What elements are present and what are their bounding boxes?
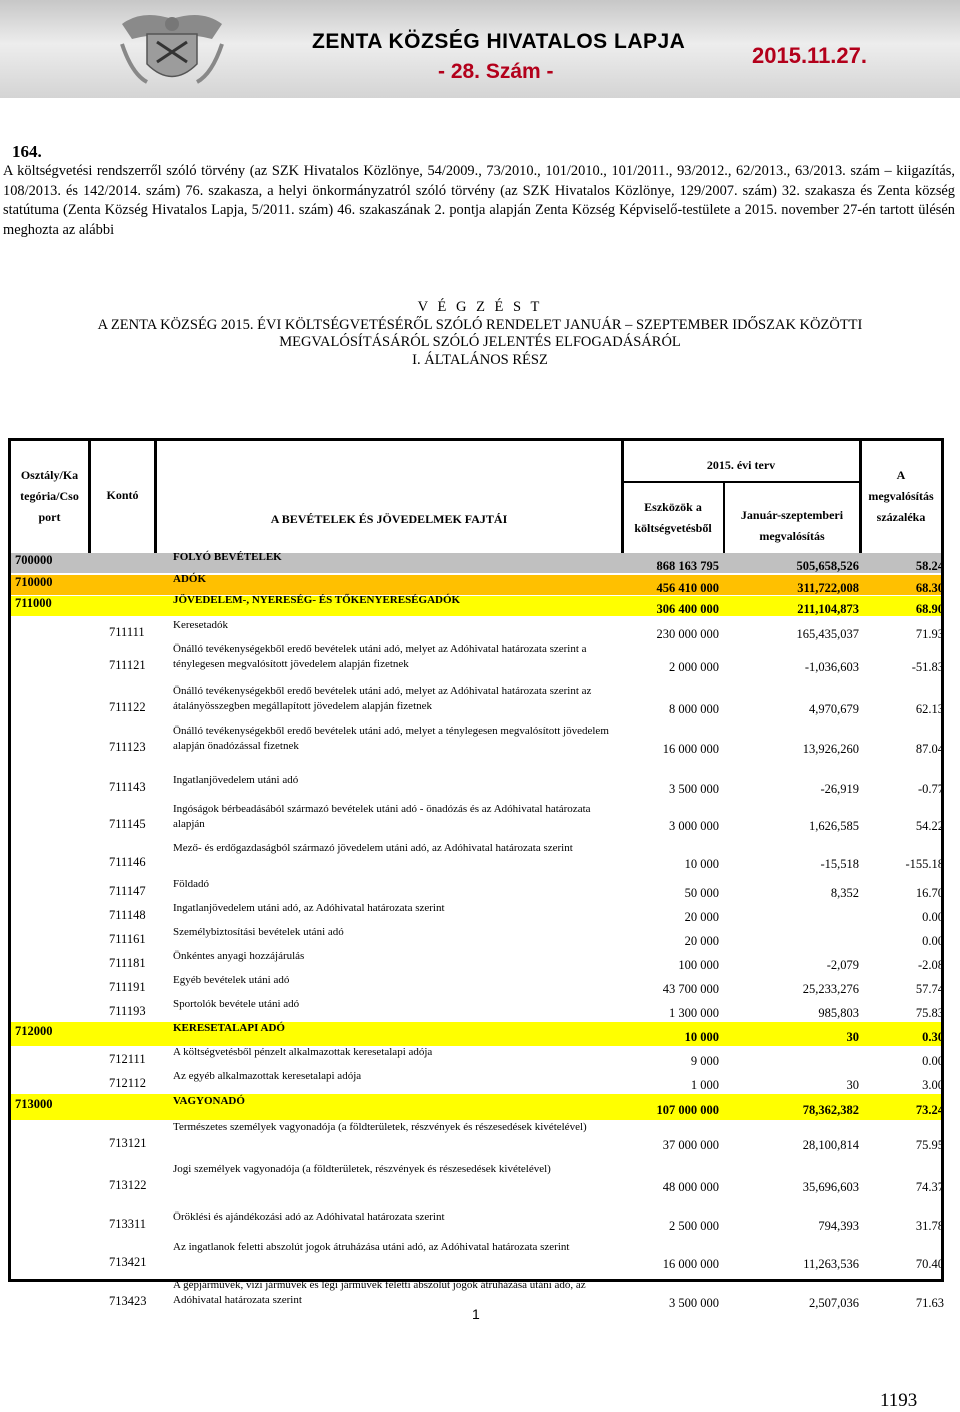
part-heading: I. ÁLTALÁNOS RÉSZ bbox=[412, 351, 548, 368]
plan-budget: 9 000 bbox=[690, 1054, 719, 1068]
execution-value: 11,263,536 bbox=[803, 1257, 859, 1271]
execution-value: -15,518 bbox=[820, 857, 859, 871]
revenue-table bbox=[8, 438, 944, 1310]
plan-budget: 230 000 000 bbox=[656, 627, 719, 641]
revenue-type: Ingóságok bérbeadásából származó bevételek utáni adó - önadózás és az Adóhivatal határozata alapján bbox=[173, 803, 591, 830]
konto-code: 711191 bbox=[109, 980, 146, 994]
issue-date: 2015.11.27. bbox=[752, 43, 868, 68]
category-code: 700000 bbox=[15, 553, 53, 567]
table-row bbox=[11, 842, 944, 879]
revenue-type: Önkéntes anyagi hozzájárulás bbox=[173, 950, 305, 962]
konto-code: 712112 bbox=[109, 1076, 147, 1090]
plan-budget: 868 163 795 bbox=[656, 559, 719, 573]
konto-code: 711143 bbox=[109, 780, 146, 794]
table-header bbox=[11, 441, 941, 553]
table-row bbox=[11, 1204, 944, 1242]
table-row bbox=[11, 1241, 944, 1280]
plan-budget: 37 000 000 bbox=[662, 1138, 719, 1152]
page-number: 1 bbox=[472, 1306, 480, 1322]
plan-budget: 3 000 000 bbox=[669, 819, 719, 833]
table-row bbox=[11, 685, 944, 726]
execution-percent: 68.90 bbox=[915, 602, 944, 616]
plan-budget: 306 400 000 bbox=[656, 602, 719, 616]
category-code: 710000 bbox=[15, 575, 53, 589]
gazette-title: ZENTA KÖZSÉG HIVATALOS LAPJA bbox=[312, 30, 686, 53]
table-row bbox=[11, 594, 944, 616]
issue-number: - 28. Szám - bbox=[438, 60, 554, 83]
header-pct-1: A bbox=[896, 468, 906, 482]
execution-value: -2,079 bbox=[826, 958, 859, 972]
table-row bbox=[11, 998, 944, 1022]
execution-percent: 0.00 bbox=[922, 910, 944, 924]
revenue-type: JÖVEDELEM-, NYERESÉG- ÉS TŐKENYERESÉGADÓK bbox=[173, 594, 461, 606]
konto-code: 711146 bbox=[109, 855, 146, 869]
execution-value: 211,104,873 bbox=[797, 602, 859, 616]
execution-value: 25,233,276 bbox=[802, 982, 859, 996]
konto-code: 711193 bbox=[109, 1004, 146, 1018]
revenue-type: Öröklési és ajándékozási adó az Adóhivatal határozata szerint bbox=[173, 1211, 445, 1223]
plan-budget: 50 000 bbox=[684, 886, 719, 900]
execution-percent: 0.00 bbox=[922, 934, 944, 948]
revenue-type: Önálló tevékenységekből eredő bevételek utáni adó, melyet a ténylegesen megvalósított jövedelem alapján önadózással fizetnek bbox=[173, 725, 609, 752]
decision-heading bbox=[0, 299, 960, 369]
header-exec-1: Január-szeptemberi bbox=[740, 508, 844, 522]
header-category-3: port bbox=[38, 510, 61, 524]
plan-budget: 16 000 000 bbox=[662, 1257, 719, 1271]
header-type: A BEVÉTELEK ÉS JÖVEDELMEK FAJTÁI bbox=[270, 512, 508, 526]
execution-value: 4,970,679 bbox=[809, 702, 859, 716]
execution-percent: -2.08 bbox=[917, 958, 944, 972]
plan-budget: 107 000 000 bbox=[656, 1103, 719, 1117]
header-category-2: tegória/Cso bbox=[20, 489, 79, 503]
plan-budget: 3 500 000 bbox=[669, 782, 719, 796]
table-row bbox=[11, 1163, 944, 1204]
execution-value: 1,626,585 bbox=[809, 819, 859, 833]
konto-code: 711123 bbox=[109, 740, 146, 754]
revenue-type: Sportolók bevétele utáni adó bbox=[173, 998, 300, 1010]
table-row bbox=[11, 725, 944, 766]
table-row bbox=[11, 950, 944, 974]
header-plan: 2015. évi terv bbox=[706, 458, 776, 472]
execution-value: 311,722,008 bbox=[797, 581, 859, 595]
plan-budget: 20 000 bbox=[684, 934, 719, 948]
revenue-type: Természetes személyek vagyonadója (a földterületek, részvények és részesedések kivételével) bbox=[173, 1121, 587, 1133]
konto-code: 711148 bbox=[109, 908, 146, 922]
revenue-type: Keresetadók bbox=[173, 619, 228, 631]
plan-budget: 2 500 000 bbox=[669, 1219, 719, 1233]
konto-code: 711147 bbox=[109, 884, 146, 898]
plan-budget: 16 000 000 bbox=[662, 742, 719, 756]
plan-budget: 3 500 000 bbox=[669, 1296, 719, 1310]
revenue-type: Ingatlanjövedelem utáni adó, az Adóhivatal határozata szerint bbox=[173, 902, 445, 914]
execution-value: -26,919 bbox=[820, 782, 859, 796]
revenue-type: Földadó bbox=[173, 878, 210, 890]
execution-value: 13,926,260 bbox=[802, 742, 859, 756]
konto-code: 713121 bbox=[109, 1136, 147, 1150]
konto-code: 711111 bbox=[109, 625, 145, 639]
header-category-1: Osztály/Ka bbox=[20, 468, 79, 482]
category-code: 711000 bbox=[15, 596, 52, 610]
gazette-page-number: 1193 bbox=[880, 1390, 918, 1411]
plan-budget: 2 000 000 bbox=[669, 660, 719, 674]
plan-budget: 10 000 bbox=[684, 857, 719, 871]
header-konto: Kontó bbox=[106, 488, 139, 502]
execution-percent: 70.40 bbox=[915, 1257, 944, 1271]
header-pct-3: százaléka bbox=[876, 510, 926, 524]
revenue-type: Ingatlanjövedelem utáni adó bbox=[173, 774, 299, 786]
revenue-type: ADÓK bbox=[173, 573, 206, 585]
table-row bbox=[11, 768, 944, 804]
revenue-type: KERESETALAPI ADÓ bbox=[173, 1022, 285, 1034]
category-code: 713000 bbox=[15, 1097, 53, 1111]
execution-value: -1,036,603 bbox=[804, 660, 859, 674]
konto-code: 713311 bbox=[109, 1217, 147, 1231]
execution-value: 28,100,814 bbox=[802, 1138, 859, 1152]
konto-code: 712111 bbox=[109, 1052, 146, 1066]
decision-line-1: A ZENTA KÖZSÉG 2015. ÉVI KÖLTSÉGVETÉSÉRŐL SZÓLÓ RENDELET JANUÁR – SZEPTEMBER IDŐSZAK KÖZÖTTI bbox=[97, 316, 863, 333]
table-row bbox=[11, 926, 944, 950]
table-row bbox=[11, 573, 944, 595]
execution-percent: 71.93 bbox=[915, 627, 944, 641]
plan-budget: 1 300 000 bbox=[669, 1006, 719, 1020]
konto-code: 711121 bbox=[109, 658, 146, 672]
revenue-type: Egyéb bevételek utáni adó bbox=[173, 974, 290, 986]
execution-value: 30 bbox=[846, 1030, 859, 1044]
execution-percent: 3.00 bbox=[922, 1078, 944, 1092]
table-row bbox=[11, 619, 944, 642]
header-budget-2: költségvetésből bbox=[634, 521, 712, 535]
execution-value: 165,435,037 bbox=[796, 627, 859, 641]
revenue-type: Személybiztosítási bevételek utáni adó bbox=[173, 926, 344, 938]
header-exec-2: megvalósítás bbox=[759, 529, 825, 543]
plan-budget: 100 000 bbox=[678, 958, 719, 972]
execution-percent: -51.83 bbox=[911, 660, 944, 674]
konto-code: 713423 bbox=[109, 1294, 147, 1308]
plan-budget: 1 000 bbox=[690, 1078, 719, 1092]
table-row bbox=[11, 551, 944, 573]
execution-percent: 0.30 bbox=[922, 1030, 944, 1044]
header-budget-1: Eszközök a bbox=[644, 500, 702, 514]
execution-percent: 57.74 bbox=[915, 982, 944, 996]
execution-percent: 68.30 bbox=[915, 581, 944, 595]
revenue-type: A gépjárművek, vízi járművek és légi járművek feletti abszolút jogok átruházása utáni adó, az Adóhivatal határozata szerint bbox=[173, 1279, 586, 1306]
konto-code: 711145 bbox=[109, 817, 146, 831]
table-row bbox=[11, 1070, 944, 1094]
execution-value: 35,696,603 bbox=[802, 1180, 859, 1194]
execution-percent: 58.24 bbox=[915, 559, 944, 573]
revenue-type: A költségvetésből pénzelt alkalmazottak keresetalapi adója bbox=[173, 1046, 433, 1058]
konto-code: 711161 bbox=[109, 932, 146, 946]
revenue-type: FOLYÓ BEVÉTELEK bbox=[173, 551, 282, 563]
konto-code: 711181 bbox=[109, 956, 146, 970]
table-row bbox=[11, 1022, 944, 1046]
execution-percent: 87.04 bbox=[915, 742, 944, 756]
execution-percent: 75.95 bbox=[915, 1138, 944, 1152]
execution-percent: 71.63 bbox=[915, 1296, 944, 1310]
table-row bbox=[11, 1121, 944, 1162]
execution-percent: 16.70 bbox=[915, 886, 944, 900]
plan-budget: 8 000 000 bbox=[669, 702, 719, 716]
plan-budget: 10 000 bbox=[684, 1030, 719, 1044]
table-row bbox=[11, 974, 944, 998]
revenue-type: VAGYONADÓ bbox=[173, 1095, 245, 1107]
document-number: 164. bbox=[12, 142, 42, 161]
table-row bbox=[11, 878, 944, 902]
execution-percent: 75.83 bbox=[915, 1006, 944, 1020]
execution-value: 8,352 bbox=[830, 886, 859, 900]
table-row bbox=[11, 803, 944, 842]
revenue-type: Önálló tevékenységekből eredő bevételek utáni adó, melyet az Adóhivatal határozata szerint az átalányösszegben megállapított jövedelem alapján fizetnek bbox=[173, 685, 592, 712]
execution-percent: 73.24 bbox=[915, 1103, 944, 1117]
revenue-type: Önálló tevékenységekből eredő bevételek utáni adó, melyet az Adóhivatal határozata szerint a ténylegesen megvalósított jövedelem alapján fizetnek bbox=[173, 643, 587, 670]
execution-value: 30 bbox=[846, 1078, 859, 1092]
konto-code: 711122 bbox=[109, 700, 146, 714]
execution-value: 985,803 bbox=[818, 1006, 859, 1020]
plan-budget: 43 700 000 bbox=[662, 982, 719, 996]
execution-value: 2,507,036 bbox=[809, 1296, 859, 1310]
plan-budget: 20 000 bbox=[684, 910, 719, 924]
table-row bbox=[11, 643, 944, 684]
preamble-text: A költségvetési rendszerről szóló törvény (az SZK Hivatalos Közlönye, 54/2009., 73/2010., 101/2010., 101/2011., 93/2012., 62/2013., 63/2013. szám – kiigazítás, 108/2013. és 142/2014. szám) 76. szakasza, a helyi önkormányzatról szóló törvény (az SZK Hivatalos Közlönye, 129/2007. szám) 32. szakasza és Zenta község statútuma (Zenta Község Hivatalos Lapja, 5/2011. szám) 46. szakaszának 2. pontja alapján Zenta Község Képviselő-testülete a 2015. november 27-én tartott ülésén meghozta az alábbi bbox=[3, 163, 955, 238]
execution-value: 78,362,382 bbox=[802, 1103, 859, 1117]
revenue-type: Mező- és erdőgazdaságból származó jövedelem utáni adó, az Adóhivatal határozata szerint bbox=[173, 842, 573, 854]
execution-percent: 62.13 bbox=[915, 702, 944, 716]
plan-budget: 456 410 000 bbox=[656, 581, 719, 595]
execution-percent: -0.77 bbox=[917, 782, 944, 796]
konto-code: 713421 bbox=[109, 1255, 147, 1269]
decision-line-2: MEGVALÓSÍTÁSÁRÓL SZÓLÓ JELENTÉS ELFOGADÁSÁRÓL bbox=[279, 334, 681, 350]
coat-of-arms-icon bbox=[102, 4, 242, 94]
execution-value: 794,393 bbox=[818, 1219, 859, 1233]
header-pct-2: megvalósítás bbox=[868, 489, 934, 503]
execution-percent: 31.78 bbox=[915, 1219, 944, 1233]
revenue-type: Jogi személyek vagyonadója (a földterületek, részvények és részesedések kivételével) bbox=[173, 1163, 551, 1175]
execution-percent: 74.37 bbox=[915, 1180, 944, 1194]
table-row bbox=[11, 902, 944, 926]
decision-word: V É G Z É S T bbox=[417, 299, 543, 315]
table-row bbox=[11, 1094, 944, 1120]
revenue-type: Az egyéb alkalmazottak keresetalapi adója bbox=[173, 1070, 362, 1082]
execution-percent: -155.18 bbox=[905, 857, 944, 871]
plan-budget: 48 000 000 bbox=[662, 1180, 719, 1194]
revenue-type: Az ingatlanok feletti abszolút jogok átruházása utáni adó, az Adóhivatal határozata szerint bbox=[173, 1241, 570, 1253]
table-row bbox=[11, 1046, 944, 1070]
execution-percent: 54.22 bbox=[915, 819, 944, 833]
gazette-banner bbox=[0, 0, 960, 98]
konto-code: 713122 bbox=[109, 1178, 147, 1192]
execution-value: 505,658,526 bbox=[796, 559, 859, 573]
category-code: 712000 bbox=[15, 1024, 53, 1038]
execution-percent: 0.00 bbox=[922, 1054, 944, 1068]
